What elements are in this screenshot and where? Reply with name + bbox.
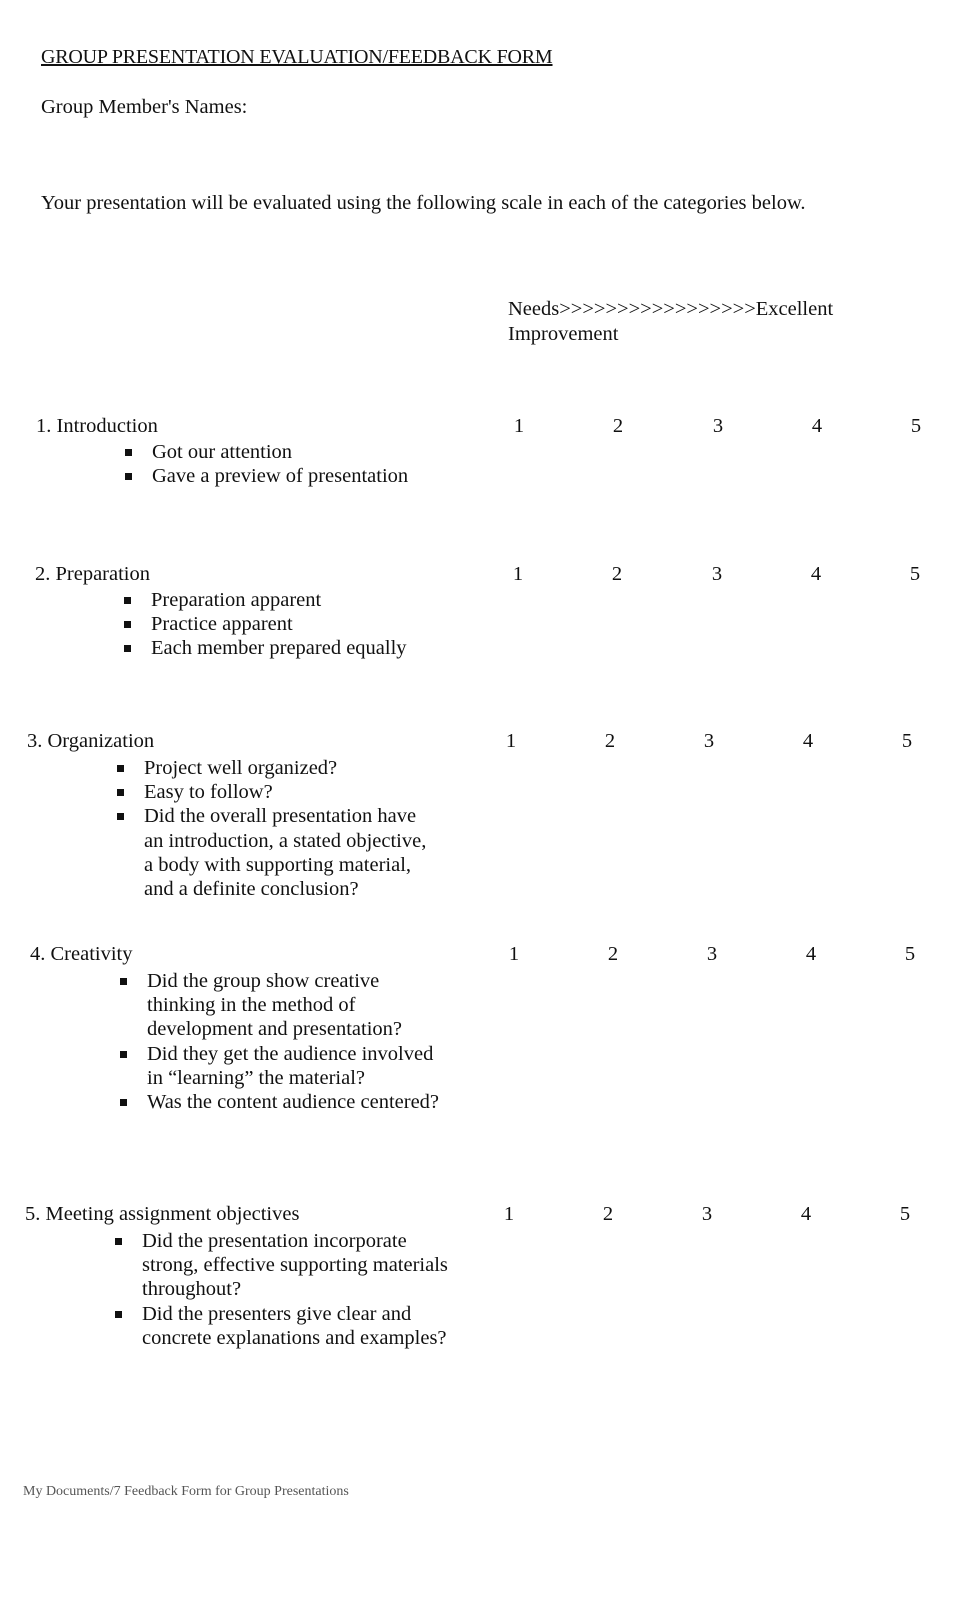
category-2-title: 2. Preparation [35, 563, 150, 585]
category-4-title: 4. Creativity [30, 943, 133, 965]
category-1-rating-1: 1 [513, 415, 525, 437]
category-2-rating-3: 3 [711, 563, 723, 585]
category-2-rating-5: 5 [909, 563, 921, 585]
category-1-bullets [152, 440, 408, 488]
category-3-rating-5: 5 [901, 730, 913, 752]
group-names-label: Group Member's Names: [41, 96, 248, 118]
list-item: Gave a preview of presentation [152, 464, 408, 488]
category-3-bullets [144, 756, 426, 901]
category-5-rating-4: 4 [800, 1203, 812, 1225]
list-item: Project well organized? [144, 756, 426, 780]
list-item: Did the group show creative thinking in the method of development and presentation? [147, 969, 439, 1042]
bullet-icon [124, 621, 131, 628]
category-2-bullets [151, 588, 407, 661]
footer-path: My Documents/7 Feedback Form for Group Presentations [23, 1484, 349, 1499]
category-4-bullets [147, 969, 439, 1114]
scale-label: Needs>>>>>>>>>>>>>>>>>Excellent [508, 298, 834, 320]
list-item: Preparation apparent [151, 588, 407, 612]
category-5-title: 5. Meeting assignment objectives [25, 1203, 300, 1225]
category-1-title: 1. Introduction [36, 415, 158, 437]
list-item: Was the content audience centered? [147, 1090, 439, 1114]
category-5-rating-1: 1 [503, 1203, 515, 1225]
category-2-rating-2: 2 [611, 563, 623, 585]
category-5-bullets [142, 1229, 448, 1350]
category-3-title: 3. Organization [27, 730, 155, 752]
bullet-icon [124, 645, 131, 652]
list-item: Did the overall presentation have an introduction, a stated objective, a body with supporting material, and a definite conclusion? [144, 804, 426, 901]
category-4-rating-3: 3 [706, 943, 718, 965]
list-item: Did the presenters give clear and concrete explanations and examples? [142, 1302, 448, 1350]
bullet-icon [120, 1099, 127, 1106]
intro-text: Your presentation will be evaluated using the following scale in each of the categories below. [41, 192, 806, 214]
bullet-icon [120, 1051, 127, 1058]
bullet-icon [120, 978, 127, 985]
bullet-icon [125, 449, 132, 456]
bullet-icon [115, 1238, 122, 1245]
category-1-rating-2: 2 [612, 415, 624, 437]
list-item: Did the presentation incorporate strong, effective supporting materials throughout? [142, 1229, 448, 1302]
bullet-icon [117, 789, 124, 796]
category-3-rating-3: 3 [703, 730, 715, 752]
list-item: Easy to follow? [144, 780, 426, 804]
bullet-icon [124, 597, 131, 604]
category-5-rating-5: 5 [899, 1203, 911, 1225]
category-1-rating-4: 4 [811, 415, 823, 437]
list-item: Each member prepared equally [151, 636, 407, 660]
category-3-rating-2: 2 [604, 730, 616, 752]
category-1-rating-5: 5 [910, 415, 922, 437]
form-title: GROUP PRESENTATION EVALUATION/FEEDBACK FORM [41, 46, 553, 68]
bullet-icon [117, 765, 124, 772]
category-5-rating-3: 3 [701, 1203, 713, 1225]
list-item: Got our attention [152, 440, 408, 464]
category-2-rating-4: 4 [810, 563, 822, 585]
list-item: Did they get the audience involved in “learning” the material? [147, 1042, 439, 1090]
category-4-rating-4: 4 [805, 943, 817, 965]
category-5-rating-2: 2 [602, 1203, 614, 1225]
list-item: Practice apparent [151, 612, 407, 636]
bullet-icon [117, 813, 124, 820]
category-1-rating-3: 3 [712, 415, 724, 437]
category-4-rating-1: 1 [508, 943, 520, 965]
bullet-icon [115, 1311, 122, 1318]
category-3-rating-1: 1 [505, 730, 517, 752]
bullet-icon [125, 473, 132, 480]
category-4-rating-5: 5 [904, 943, 916, 965]
scale-label-improvement: Improvement [508, 323, 619, 345]
category-2-rating-1: 1 [512, 563, 524, 585]
category-4-rating-2: 2 [607, 943, 619, 965]
category-3-rating-4: 4 [802, 730, 814, 752]
